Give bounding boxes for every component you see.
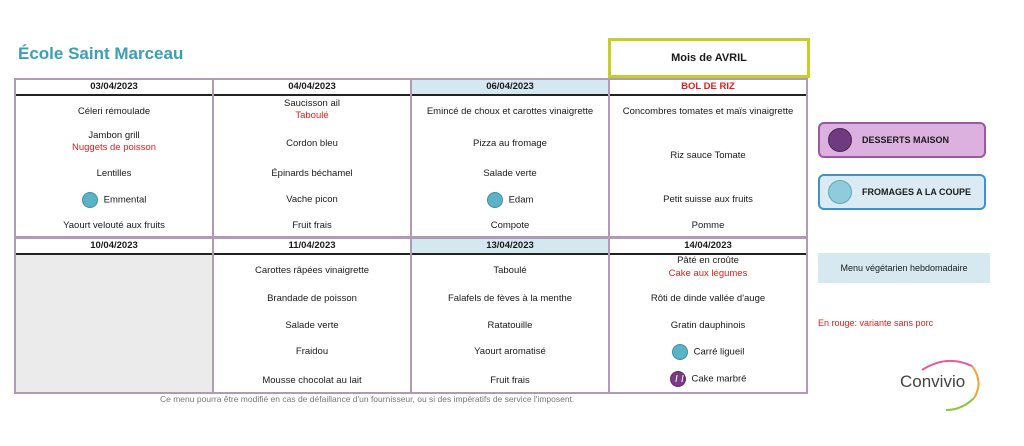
dish: Brandade de poisson — [267, 293, 357, 304]
dish-variant: Cake aux légumes — [668, 268, 748, 279]
dish: Yaourt aromatisé — [474, 346, 546, 357]
legend-fromages-coupe — [818, 174, 986, 210]
day-column — [16, 80, 214, 236]
dish: Pomme — [691, 220, 725, 231]
convivio-logo: Convivio — [900, 372, 966, 391]
cheese-badge-icon — [487, 192, 503, 208]
dish-variant: Taboulé — [295, 110, 329, 121]
dish-variant: Nuggets de poisson — [72, 142, 156, 153]
day-column — [412, 239, 610, 392]
dish-label: Edam — [508, 194, 534, 206]
month-label: Mois de AVRIL — [671, 52, 747, 64]
date-header: 13/04/2023 — [412, 239, 608, 255]
vegetarian-note-label: Menu végétarien hebdomadaire — [840, 263, 968, 273]
school-title: École Saint Marceau — [18, 44, 184, 63]
dish: Lentilles — [96, 168, 132, 179]
dish-label: Carré ligueil — [693, 346, 745, 358]
month-box — [608, 38, 810, 78]
footer-note: Ce menu pourra être modifié en cas de défaillance d'un fournisseur, ou si des impératifs de service l'imposent. — [160, 394, 575, 404]
date-header: 10/04/2023 — [16, 239, 212, 255]
pork-variant-note: En rouge: variante sans porc — [818, 318, 934, 328]
date-header: 11/04/2023 — [214, 239, 410, 255]
dessert-badge-icon — [670, 371, 686, 387]
dish: Carottes râpées vinaigrette — [254, 265, 370, 276]
week-row-2 — [16, 239, 806, 392]
day-column — [16, 239, 214, 392]
day-column — [610, 80, 806, 236]
dish: Gratin dauphinois — [670, 320, 746, 331]
dish-with-badge — [412, 192, 608, 208]
dish-with-badge — [16, 192, 212, 208]
legend-desserts-label: DESSERTS MAISON — [862, 135, 950, 145]
cheese-badge-icon — [672, 344, 688, 360]
dish: Concombres tomates et maïs vinaigrette — [622, 106, 794, 117]
dish: Petit suisse aux fruits — [663, 194, 753, 205]
day-column — [412, 80, 610, 236]
dish: Rôti de dinde vallée d'auge — [650, 293, 766, 304]
date-header: 06/04/2023 — [412, 80, 608, 96]
date-header: 03/04/2023 — [16, 80, 212, 96]
dish: Cordon bleu — [286, 138, 338, 149]
dish: Emincé de choux et carottes vinaigrette — [426, 106, 594, 117]
legend-fromages-label: FROMAGES A LA COUPE — [862, 187, 972, 197]
dish: Céleri rémoulade — [77, 106, 151, 117]
day-column — [214, 80, 412, 236]
dish: Yaourt velouté aux fruits — [63, 220, 165, 231]
legend-desserts-maison — [818, 122, 986, 158]
dish: Fraidou — [295, 346, 329, 357]
date-header: BOL DE RIZ — [610, 80, 806, 96]
menu-grid — [14, 78, 808, 394]
dish-with-badge — [610, 371, 806, 387]
dish-label: Cake marbré — [691, 373, 747, 385]
dish: Ratatouille — [487, 320, 533, 331]
week-row-1 — [16, 80, 806, 236]
dish: Compote — [490, 220, 530, 231]
day-column — [610, 239, 806, 392]
dish: Pâté en croûte — [677, 255, 739, 266]
dish: Salade verte — [285, 320, 339, 331]
dish: Salade verte — [483, 168, 537, 179]
dish: Vache picon — [286, 194, 338, 205]
dish-with-badge — [610, 344, 806, 360]
empty-day-cell — [16, 255, 212, 392]
dish: Épinards béchamel — [271, 168, 353, 179]
vegetarian-note — [818, 253, 990, 283]
cheese-badge-icon — [82, 192, 98, 208]
dish-label: Emmental — [103, 194, 147, 206]
day-column — [214, 239, 412, 392]
cheese-logo-icon — [828, 180, 852, 204]
dish: Taboulé — [493, 265, 527, 276]
date-header: 04/04/2023 — [214, 80, 410, 96]
dish: Fruit frais — [292, 220, 332, 231]
dish: Saucisson ail — [284, 98, 340, 109]
dish: Jambon grill — [88, 130, 140, 141]
dish: Falafels de fèves à la menthe — [447, 293, 573, 304]
dish: Mousse chocolat au lait — [262, 375, 362, 386]
dish: Pizza au fromage — [473, 138, 547, 149]
date-header: 14/04/2023 — [610, 239, 806, 255]
dish: Riz sauce Tomate — [670, 150, 746, 161]
dessert-logo-icon — [828, 128, 852, 152]
dish: Fruit frais — [490, 375, 530, 386]
